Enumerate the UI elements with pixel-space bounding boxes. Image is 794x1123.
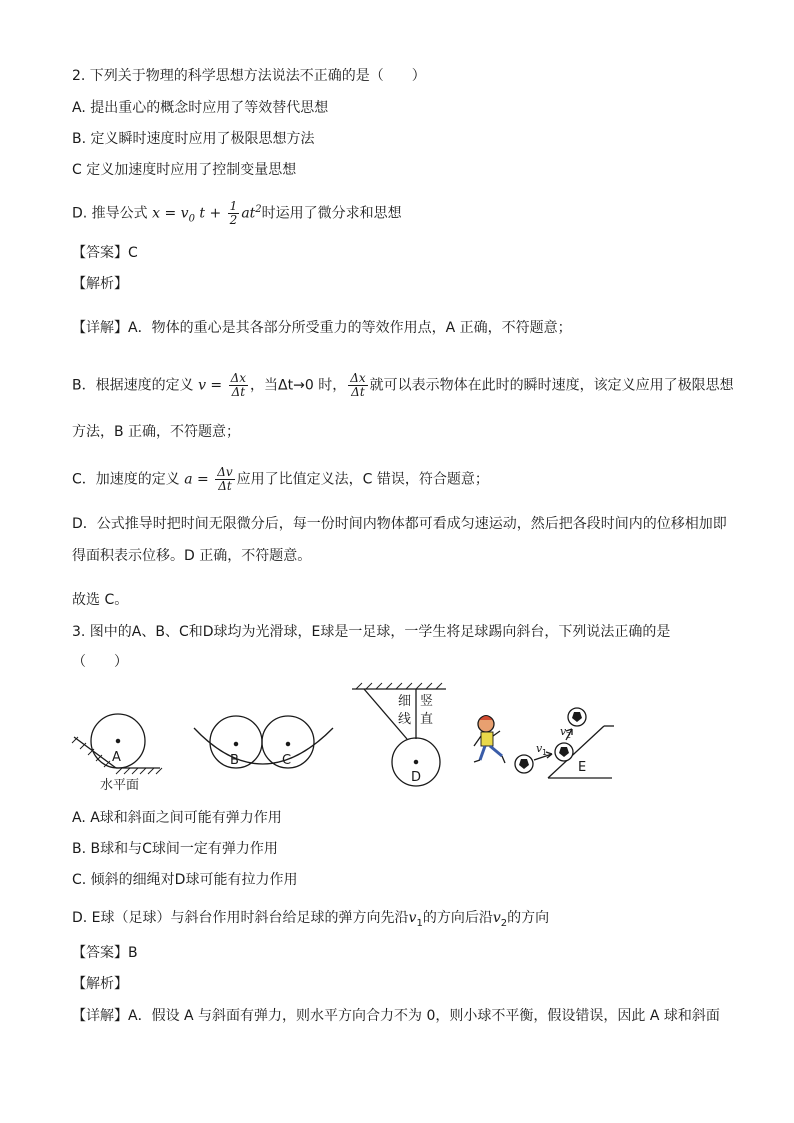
vel2-num: Δx [350,371,366,385]
q3-option-d-v2: v [492,910,501,926]
fig-label-thin2: 线 [398,712,412,727]
football-1 [515,755,533,773]
acc-num: Δv [217,465,233,479]
q3-option-d-pre: D. E球（足球）与斜台作用时斜台给足球的弹方向先沿 [72,910,409,926]
q2-option-b: B. 定义瞬时速度时应用了极限思想方法 [72,131,315,147]
fig-label-a: A [112,750,121,765]
q3-option-a: A. A球和斜面之间可能有弹力作用 [72,810,282,826]
half-den: 2 [229,213,238,228]
fig-label-e: E [578,760,587,775]
formula-at: at [241,205,256,222]
half-num: 1 [229,199,238,214]
q2-detail-b-line1 [72,372,734,399]
q3-detail-a: 【详解】A．假设 A 与斜面有弹力，则水平方向合力不为 0，则小球不平衡，假设错误，因此 A 球和斜面 [72,1008,720,1024]
q2-option-c: C 定义加速度时应用了控制变量思想 [72,162,297,178]
q3-option-c: C. 倾斜的细绳对D球可能有拉力作用 [72,872,298,888]
figure-a [72,714,162,774]
q2-stem: 2. 下列关于物理的科学思想方法说法不正确的是（ ） [72,68,426,84]
student-figure [474,716,505,764]
q2-detail-a: 【详解】A．物体的重心是其各部分所受重力的等效作用点，A 正确，不符题意； [72,320,572,336]
formula-sup2: 2 [255,204,262,215]
vel-den: Δt [231,385,246,399]
q2-detail-b-line2: 方法，B 正确，不符题意； [72,424,241,440]
fig-label-d: D [411,770,422,785]
q2-option-d [72,200,402,229]
vel2-den: Δt [351,385,365,399]
detail-b-pre: B．根据速度的定义 [72,377,194,394]
q3-option-b: B. B球和与C球间一定有弹力作用 [72,841,278,857]
velocity-fraction [229,372,248,399]
formula-t: t + [199,205,222,222]
q3-option-d-v1-sub: 1 [416,917,423,929]
figure-e [474,708,614,778]
q3-stem-line1: 3. 图中的A、B、C和D球均为光滑球，E球是一足球，一学生将足球踢向斜台，下列说法正确的是 [72,624,671,640]
fig-label-v1-sub: 1 [542,748,548,757]
velocity-fraction-2 [348,372,367,399]
football-2 [555,743,573,761]
fig-label-ground: 水平面 [100,778,140,793]
q3-option-d-v1: v [408,910,417,926]
detail-b-v: v = [198,377,223,394]
q3-option-d-v2-sub: 2 [500,917,508,929]
football-3 [568,708,586,726]
figure-bc [194,716,333,768]
figure-d [352,683,446,786]
q2-answer: 【答案】C [72,245,138,261]
detail-b-mid: ，当Δt→0 时， [250,377,347,394]
acc-den: Δt [218,479,232,493]
fig-label-c: C [282,753,292,768]
acceleration-fraction [215,466,234,493]
q2-option-d-suffix: 时运用了微分求和思想 [261,205,402,222]
detail-c-pre: C．加速度的定义 [72,471,180,488]
formula-half [228,200,240,227]
q2-detail-c [72,466,489,493]
detail-c-a: a = [184,471,209,488]
q3-stem-line2: （ ） [72,654,128,670]
q2-option-a: A. 提出重心的概念时应用了等效替代思想 [72,100,329,116]
fig-label-v2: v [560,725,567,738]
fig-label-v1: v [536,742,543,755]
q2-detail-d-line1: D．公式推导时把时间无限微分后，每一份时间内物体都可看成匀速运动，然后把各段时间内的位移相加即 [72,516,727,532]
q3-option-d-mid: 的方向后沿 [422,910,493,926]
fig-label-vert2: 直 [420,712,434,727]
fig-label-thin1: 细 [398,694,412,709]
vel-num: Δx [230,371,247,385]
formula-sub0: 0 [188,213,195,225]
q3-option-d-post: 的方向 [507,910,550,926]
q3-analysis: 【解析】 [72,976,128,992]
detail-c-post: 应用了比值定义法，C 错误，符合题意； [236,471,489,488]
detail-b-post: 就可以表示物体在此时的瞬时速度，该定义应用了极限思想 [369,377,734,394]
fig-label-v2-sub: 2 [566,731,572,740]
q2-option-d-prefix: D. 推导公式 [72,205,148,222]
q3-answer: 【答案】B [72,945,138,961]
q2-analysis: 【解析】 [72,276,128,292]
fig-label-vert1: 竖 [420,694,434,709]
q3-option-d [72,908,549,934]
q2-conclusion: 故选 C。 [72,592,129,608]
fig-label-b: B [230,753,239,768]
q2-detail-d-line2: 得面积表示位移。D 正确，不符题意。 [72,548,312,564]
formula-lhs: x = v [152,205,189,222]
